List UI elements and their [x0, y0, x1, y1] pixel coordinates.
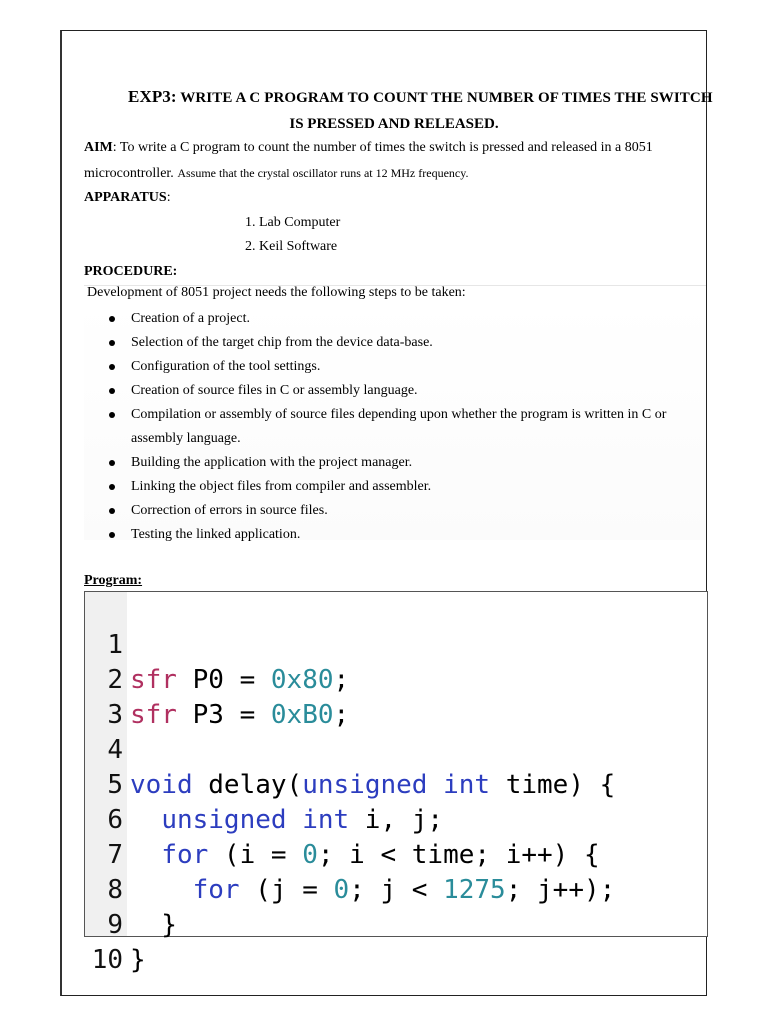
list-item [105, 499, 706, 523]
line-number: 1 [107, 630, 123, 660]
code-token: ; j < [349, 875, 444, 905]
code-token: } [130, 945, 146, 975]
code-line [85, 663, 148, 730]
program-heading: Program: [84, 573, 143, 588]
code-token: 0 [302, 840, 318, 870]
code-token: ; [333, 665, 350, 695]
bullet-icon [109, 460, 115, 466]
line-number: 8 [107, 875, 123, 905]
line-number: 6 [107, 805, 123, 835]
bullet-icon [109, 412, 115, 418]
list-item [105, 355, 706, 379]
code-text [130, 698, 349, 733]
step-text: Configuration of the tool settings. [131, 359, 321, 374]
code-token: 0 [333, 875, 350, 905]
experiment-number: EXP3: [128, 87, 177, 106]
bullet-icon [109, 364, 115, 370]
apparatus-item: 1. Lab Computer [245, 215, 341, 230]
step-text: Linking the object files from compiler and assembler. [131, 479, 432, 494]
code-token: delay( [192, 770, 303, 800]
code-token: } [130, 910, 177, 940]
code-line [85, 908, 148, 975]
code-text [130, 803, 443, 838]
code-text [130, 768, 615, 803]
bullet-icon [109, 340, 115, 346]
code-line [85, 838, 177, 940]
apparatus-label: APPARATUS [84, 190, 167, 205]
code-token: unsigned int [302, 770, 491, 800]
code-token: sfr [130, 700, 177, 730]
code-token: sfr [130, 665, 177, 695]
line-number: 5 [107, 770, 123, 800]
experiment-title-line1: WRITE A C PROGRAM TO COUNT THE NUMBER OF TIMES THE SWITCH [180, 90, 713, 106]
code-token: ; i < time; i++) { [317, 840, 600, 870]
experiment-title-line2: IS PRESSED AND RELEASED. [289, 116, 499, 132]
bullet-icon [109, 508, 115, 514]
code-listing [84, 591, 708, 975]
code-token: 1275 [443, 875, 506, 905]
aim-text2b: Assume that the crystal oscillator runs at 12 MHz frequency. [177, 166, 469, 180]
aim-text2a: microcontroller. [84, 166, 174, 181]
line-number: 10 [91, 945, 123, 975]
line-number: 3 [107, 700, 123, 730]
experiment-title [128, 87, 713, 107]
step-text: Building the application with the project manager. [131, 455, 413, 470]
step-text: Selection of the target chip from the device data-base. [131, 335, 433, 350]
list-item [105, 451, 706, 475]
apparatus-item: 2. Keil Software [245, 239, 338, 254]
list-item-continuation [105, 427, 706, 451]
code-token: 0xB0 [270, 700, 334, 730]
code-token: P0 = [176, 665, 271, 695]
code-text [130, 663, 349, 698]
aim-line2 [84, 166, 468, 182]
step-text: assembly language. [131, 431, 241, 446]
code-token: unsigned int [161, 805, 350, 835]
bullet-icon [109, 316, 115, 322]
code-line [85, 593, 350, 695]
aim-text1: : To write a C program to count the number of times the switch is pressed and released in a 8051 [112, 140, 653, 155]
list-item [105, 403, 706, 427]
code-token: void [130, 770, 193, 800]
line-number: 2 [107, 665, 123, 695]
line-number: 4 [107, 735, 123, 765]
apparatus-suffix: : [166, 190, 171, 205]
bullet-icon [109, 532, 115, 538]
procedure-steps [105, 307, 706, 547]
line-number: 7 [107, 840, 123, 870]
code-token: (i = [208, 840, 303, 870]
bullet-icon [109, 484, 115, 490]
step-text: Creation of source files in C or assembly language. [131, 383, 418, 398]
list-item [105, 379, 706, 403]
line-number: 9 [107, 910, 123, 940]
procedure-intro: Development of 8051 project needs the following steps to be taken: [87, 285, 466, 300]
code-token: for [192, 875, 240, 905]
procedure-heading: PROCEDURE: [84, 264, 178, 279]
step-text: Testing the linked application. [131, 527, 301, 542]
aim-label: AIM [84, 140, 113, 155]
bullet-icon [109, 388, 115, 394]
code-token: 0x80 [270, 665, 334, 695]
code-token: ; [333, 700, 350, 730]
list-item [105, 475, 706, 499]
code-text [130, 873, 615, 908]
code-token: for [161, 840, 209, 870]
code-token: i, j; [349, 805, 444, 835]
list-item [105, 307, 706, 331]
step-text: Creation of a project. [131, 311, 250, 326]
list-item [105, 523, 706, 547]
list-item [105, 331, 706, 355]
step-text: Correction of errors in source files. [131, 503, 328, 518]
code-token: time) { [490, 770, 616, 800]
aim-line1 [84, 140, 653, 156]
apparatus-heading [84, 190, 171, 206]
code-token: P3 = [176, 700, 271, 730]
step-text: Compilation or assembly of source files depending upon whether the program is written in C or [131, 407, 667, 422]
code-token: ; j++); [505, 875, 616, 905]
code-token: (j = [239, 875, 334, 905]
code-text [130, 838, 600, 873]
